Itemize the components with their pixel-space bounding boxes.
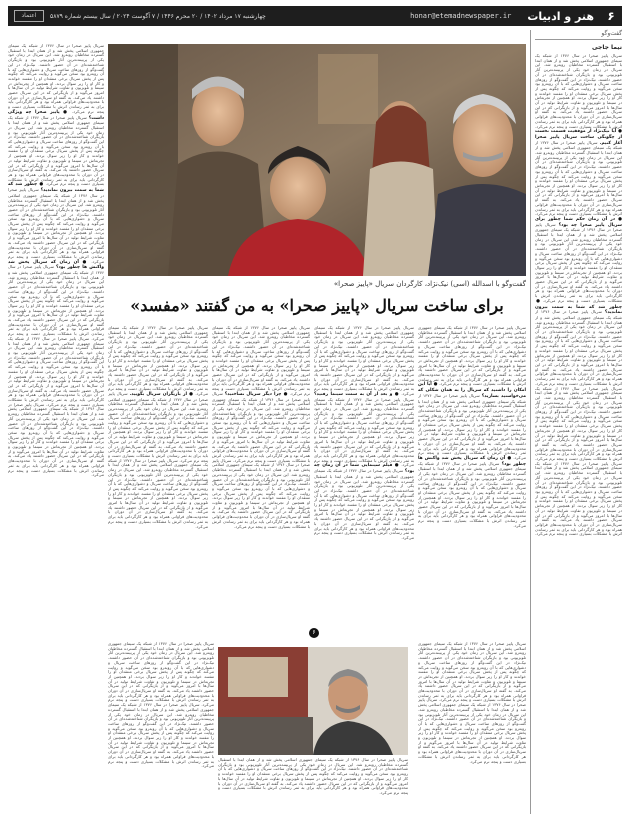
article-column-3: سریال پاییز صحرا در سال ۱۳۷۶ از شبکه یک سیمای جمهوری اسلامی پخش شد و از همان ابتدا با استقبال گسترده مخاطبان روبه‌رو شد. این سریال در زمان خود یکی از پربیننده‌ترین آثار تلویزیونی بود و بازیگران شناخته‌شده‌ای در آن حضور داشتند. نیک‌نژاد در این گفت‌وگو از روزهای ساخت سریال و دشواری‌هایی که با آن روبه‌رو بود سخن می‌گوید و روایت می‌کند که چگونه پس از پخش سریال برخی منتقدان او را مفسد خواندند و کار او را زیر سوال بردند. او همچنین از تجربه‌اش در سینما و تلویزیون و تفاوت شرایط تولید در آن سال‌ها با امروز می‌گوید و از بازیگرانی که در این سریال حضور داشتند یاد می‌کند. به گفته او سریال‌سازی در آن دوران با محدودیت‌های فراوانی همراه بود و هر کارگردانی باید برای به ثمر رساندن اثرش با مشکلات بسیاری دست و پنجه نرم می‌کرد. ● چرا دیگر سریال نساختید؟ سریال پاییز صحرا در سال ۱۳۷۶ از شبکه یک سیمای جمهوری اسلامی پخش شد و از همان ابتدا با استقبال گسترده مخاطبان روبه‌رو شد. این سریال در زمان خود یکی از پربیننده‌ترین آثار تلویزیونی بود و بازیگران شناخته‌شده‌ای در آن حضور داشتند. نیک‌نژاد در این گفت‌وگو از روزهای ساخت سریال و دشواری‌هایی که با آن روبه‌رو بود سخن می‌گوید و روایت می‌کند که چگونه پس از پخش سریال برخی منتقدان او را مفسد خواندند و کار او را زیر سوال بردند. او همچنین از تجربه‌اش در سینما و تلویزیون و تفاوت شرایط تولید در آن سال‌ها با امروز می‌گوید و از بازیگرانی که در این سریال حضور داشتند یاد می‌کند. به گفته او سریال‌سازی در آن دوران با محدودیت‌های فراوانی همراه بود و هر کارگردانی باید برای به ثمر رساندن اثرش با مشکلات بسیاری دست و پنجه نرم می‌کرد. سریال پاییز صحرا در سال ۱۳۷۶ از شبکه یک سیمای جمهوری اسلامی پخش شد و از همان ابتدا با استقبال گسترده مخاطبان روبه‌رو شد. این سریال در زمان خود یکی از پربیننده‌ترین آثار تلویزیونی بود و بازیگران شناخته‌شده‌ای در آن حضور داشتند. نیک‌نژاد در این گفت‌وگو از روزهای ساخت سریال و دشواری‌هایی که با آن روبه‌رو بود سخن می‌گوید و روایت می‌کند که چگونه پس از پخش سریال برخی منتقدان او را مفسد خواندند و کار او را زیر سوال بردند. او همچنین از تجربه‌اش در سینما و تلویزیون و تفاوت شرایط تولید در آن سال‌ها با امروز می‌گوید و از بازیگرانی که در این سریال حضور داشتند یاد می‌کند. به گفته او سریال‌سازی در آن دوران با محدودیت‌های فراوانی همراه بود و هر کارگردانی باید برای به ثمر رساندن اثرش با مشکلات بسیاری دست و پنجه نرم می‌کرد. bbox=[212, 326, 310, 529]
lower-column-1: سریال پاییز صحرا در سال ۱۳۷۶ از شبکه یک سیمای جمهوری اسلامی پخش شد و از همان ابتدا با استقبال گسترده مخاطبان روبه‌رو شد. این سریال در زمان خود یکی از پربیننده‌ترین آثار تلویزیونی بود و بازیگران شناخته‌شده‌ای در آن حضور داشتند. نیک‌نژاد در این گفت‌وگو از روزهای ساخت سریال و دشواری‌هایی که با آن روبه‌رو بود سخن می‌گوید و روایت می‌کند که چگونه پس از پخش سریال برخی منتقدان او را مفسد خواندند و کار او را زیر سوال بردند. او همچنین از تجربه‌اش در سینما و تلویزیون و تفاوت شرایط تولید در آن سال‌ها با امروز می‌گوید و از بازیگرانی که در این سریال حضور داشتند یاد می‌کند. به گفته او سریال‌سازی در آن دوران با محدودیت‌های فراوانی همراه بود و هر کارگردانی باید برای به ثمر رساندن اثرش با مشکلات بسیاری دست و پنجه نرم می‌کرد. سریال پاییز صحرا در سال ۱۳۷۶ از شبکه یک سیمای جمهوری اسلامی پخش شد و از همان ابتدا با استقبال گسترده مخاطبان روبه‌رو شد. این سریال در زمان خود یکی از پربیننده‌ترین آثار تلویزیونی بود و بازیگران شناخته‌شده‌ای در آن حضور داشتند. نیک‌نژاد در این گفت‌وگو از روزهای ساخت سریال و دشواری‌هایی که با آن روبه‌رو بود سخن می‌گوید و روایت می‌کند که چگونه پس از پخش سریال برخی منتقدان او را مفسد خواندند و کار او را زیر سوال بردند. او همچنین از تجربه‌اش در سینما و تلویزیون و تفاوت شرایط تولید در آن سال‌ها با امروز می‌گوید و از بازیگرانی که در این سریال حضور داشتند یاد می‌کند. به گفته او سریال‌سازی در آن دوران با محدودیت‌های فراوانی همراه بود و هر کارگردانی باید برای به ثمر رساندن اثرش با مشکلات بسیاری دست و پنجه نرم می‌کرد. bbox=[418, 642, 526, 764]
section-title: هنر و ادبیات bbox=[527, 9, 594, 23]
article-column-1: سریال پاییز صحرا در سال ۱۳۷۶ از شبکه یک سیمای جمهوری اسلامی پخش شد و از همان ابتدا با استقبال گسترده مخاطبان روبه‌رو شد. این سریال در زمان خود یکی از پربیننده‌ترین آثار تلویزیونی بود و بازیگران شناخته‌شده‌ای در آن حضور داشتند. نیک‌نژاد در این گفت‌وگو از روزهای ساخت سریال و دشواری‌هایی که با آن روبه‌رو بود سخن می‌گوید و روایت می‌کند که چگونه پس از پخش سریال برخی منتقدان او را مفسد خواندند و کار او را زیر سوال بردند. او همچنین از تجربه‌اش در سینما و تلویزیون و تفاوت شرایط تولید در آن سال‌ها با امروز می‌گوید و از بازیگرانی که در این سریال حضور داشتند یاد می‌کند. به گفته او سریال‌سازی در آن دوران با محدودیت‌های فراوانی همراه بود و هر کارگردانی باید برای به ثمر رساندن اثرش با مشکلات بسیاری دست و پنجه نرم می‌کرد. ● آیا این امکان را داشتید که سریال را به همان شکلی که می‌خواستید بسازید؟ سریال پاییز صحرا در سال ۱۳۷۶ از شبکه یک سیمای جمهوری اسلامی پخش شد و از همان ابتدا با استقبال گسترده مخاطبان روبه‌رو شد. این سریال در زمان خود یکی از پربیننده‌ترین آثار تلویزیونی بود و بازیگران شناخته‌شده‌ای در آن حضور داشتند. نیک‌نژاد در این گفت‌وگو از روزهای ساخت سریال و دشواری‌هایی که با آن روبه‌رو بود سخن می‌گوید و روایت می‌کند که چگونه پس از پخش سریال برخی منتقدان او را مفسد خواندند و کار او را زیر سوال بردند. او همچنین از تجربه‌اش در سینما و تلویزیون و تفاوت شرایط تولید در آن سال‌ها با امروز می‌گوید و از بازیگرانی که در این سریال حضور داشتند یاد می‌کند. به گفته او سریال‌سازی در آن دوران با محدودیت‌های فراوانی همراه بود و هر کارگردانی باید برای به ثمر رساندن اثرش با مشکلات بسیاری دست و پنجه نرم می‌کرد. ● آن زمان که سریال پخش شد واکنش ها چطور بود؟ سریال پاییز صحرا در سال ۱۳۷۶ از شبکه یک سیمای جمهوری اسلامی پخش شد و از همان ابتدا با استقبال گسترده مخاطبان روبه‌رو شد. این سریال در زمان خود یکی از پربیننده‌ترین آثار تلویزیونی بود و بازیگران شناخته‌شده‌ای در آن حضور داشتند. نیک‌نژاد در این گفت‌وگو از روزهای ساخت سریال و دشواری‌هایی که با آن روبه‌رو بود سخن می‌گوید و روایت می‌کند که چگونه پس از پخش سریال برخی منتقدان او را مفسد خواندند و کار او را زیر سوال بردند. او همچنین از تجربه‌اش در سینما و تلویزیون و تفاوت شرایط تولید در آن سال‌ها با امروز می‌گوید و از بازیگرانی که در این سریال حضور داشتند یاد می‌کند. به گفته او سریال‌سازی در آن دوران با محدودیت‌های فراوانی همراه بود و هر کارگردانی باید برای به ثمر رساندن اثرش با مشکلات بسیاری دست و پنجه نرم می‌کرد. bbox=[418, 326, 526, 528]
photo-kicker: گفت‌وگو با اسدالله (اسی) نیک‌نژاد، کارگردان سریال «پاییز صحرا» bbox=[333, 280, 526, 288]
author-byline: نیما جاجی bbox=[591, 44, 622, 51]
rail-body-text: سریال پاییز صحرا در سال ۱۳۷۶ از شبکه یک سیمای جمهوری اسلامی پخش شد و از همان ابتدا با استقبال گسترده مخاطبان روبه‌رو شد. این سریال در زمان خود یکی از پربیننده‌ترین آثار تلویزیونی بود و بازیگران شناخته‌شده‌ای در آن حضور داشتند. نیک‌نژاد در این گفت‌وگو از روزهای ساخت سریال و دشواری‌هایی که با آن روبه‌رو بود سخن می‌گوید و روایت می‌کند که چگونه پس از پخش سریال برخی منتقدان او را مفسد خواندند و کار او را زیر سوال بردند. او همچنین از تجربه‌اش در سینما و تلویزیون و تفاوت شرایط تولید در آن سال‌ها با امروز می‌گوید و از بازیگرانی که در این سریال حضور داشتند یاد می‌کند. به گفته او سریال‌سازی در آن دوران با محدودیت‌های فراوانی همراه بود و هر کارگردانی باید برای به ثمر رساندن اثرش با مشکلات بسیاری دست و پنجه نرم می‌کرد. ● آیا نیک‌نژاد از موفقیت قسمت نخست از چگونگی ساخت سریال پاییز صحرا آغاز کنیم. سریال پاییز صحرا در سال ۱۳۷۶ از شبکه یک سیمای جمهوری اسلامی پخش شد و از همان ابتدا با استقبال گسترده مخاطبان روبه‌رو شد. این سریال در زمان خود یکی از پربیننده‌ترین آثار تلویزیونی بود و بازیگران شناخته‌شده‌ای در آن حضور داشتند. نیک‌نژاد در این گفت‌وگو از روزهای ساخت سریال و دشواری‌هایی که با آن روبه‌رو بود سخن می‌گوید و روایت می‌کند که چگونه پس از پخش سریال برخی منتقدان او را مفسد خواندند و کار او را زیر سوال بردند. او همچنین از تجربه‌اش در سینما و تلویزیون و تفاوت شرایط تولید در آن سال‌ها با امروز می‌گوید و از بازیگرانی که در این سریال حضور داشتند یاد می‌کند. به گفته او سریال‌سازی در آن دوران با محدودیت‌های فراوانی همراه بود و هر کارگردانی باید برای به ثمر رساندن اثرش با مشکلات بسیاری دست و پنجه نرم می‌کرد. ● در آن زمان حکم شما چطور برای سریال پاییز صحرا چه بود؟ سریال پاییز صحرا در سال ۱۳۷۶ از شبکه یک سیمای جمهوری اسلامی پخش شد و از همان ابتدا با استقبال گسترده مخاطبان روبه‌رو شد. این سریال در زمان خود یکی از پربیننده‌ترین آثار تلویزیونی بود و بازیگران شناخته‌شده‌ای در آن حضور داشتند. نیک‌نژاد در این گفت‌وگو از روزهای ساخت سریال و دشواری‌هایی که با آن روبه‌رو بود سخن می‌گوید و روایت می‌کند که چگونه پس از پخش سریال برخی منتقدان او را مفسد خواندند و کار او را زیر سوال بردند. او همچنین از تجربه‌اش در سینما و تلویزیون و تفاوت شرایط تولید در آن سال‌ها با امروز می‌گوید و از بازیگرانی که در این سریال حضور داشتند یاد می‌کند. به گفته او سریال‌سازی در آن دوران با محدودیت‌های فراوانی همراه بود و هر کارگردانی باید برای به ثمر رساندن اثرش با مشکلات بسیاری دست و پنجه نرم می‌کرد. ● چطور شد که شما به سمت بیرون نماندید؟ سریال پاییز صحرا در سال ۱۳۷۶ از شبکه یک سیمای جمهوری اسلامی پخش شد و از همان ابتدا با استقبال گسترده مخاطبان روبه‌رو شد. این سریال در زمان خود یکی از پربیننده‌ترین آثار تلویزیونی بود و بازیگران شناخته‌شده‌ای در آن حضور داشتند. نیک‌نژاد در این گفت‌وگو از روزهای ساخت سریال و دشواری‌هایی که با آن روبه‌رو بود سخن می‌گوید و روایت می‌کند که چگونه پس از پخش سریال برخی منتقدان او را مفسد خواندند و کار او را زیر سوال بردند. او همچنین از تجربه‌اش در سینما و تلویزیون و تفاوت شرایط تولید در آن سال‌ها با امروز می‌گوید و از بازیگرانی که در این سریال حضور داشتند یاد می‌کند. به گفته او سریال‌سازی در آن دوران با محدودیت‌های فراوانی همراه بود و هر کارگردانی باید برای به ثمر رساندن اثرش با مشکلات بسیاری دست و پنجه نرم می‌کرد. سریال پاییز صحرا در سال ۱۳۷۶ از شبکه یک سیمای جمهوری اسلامی پخش شد و از همان ابتدا با استقبال گسترده مخاطبان روبه‌رو شد. این سریال در زمان خود یکی از پربیننده‌ترین آثار تلویزیونی بود و بازیگران شناخته‌شده‌ای در آن حضور داشتند. نیک‌نژاد در این گفت‌وگو از روزهای ساخت سریال و دشواری‌هایی که با آن روبه‌رو بود سخن می‌گوید و روایت می‌کند که چگونه پس از پخش سریال برخی منتقدان او را مفسد خواندند و کار او را زیر سوال بردند. او همچنین از تجربه‌اش در سینما و تلویزیون و تفاوت شرایط تولید در آن سال‌ها با امروز می‌گوید و از بازیگرانی که در این سریال حضور داشتند یاد می‌کند. به گفته او سریال‌سازی در آن دوران با محدودیت‌های فراوانی همراه بود و هر کارگردانی باید برای به ثمر رساندن اثرش با مشکلات بسیاری دست و پنجه نرم می‌کرد. سریال پاییز صحرا در سال ۱۳۷۶ از شبکه یک سیمای جمهوری اسلامی پخش شد و از همان ابتدا با استقبال گسترده مخاطبان روبه‌رو شد. این سریال در زمان خود یکی از پربیننده‌ترین آثار تلویزیونی بود و بازیگران شناخته‌شده‌ای در آن حضور داشتند. نیک‌نژاد در این گفت‌وگو از روزهای ساخت سریال و دشواری‌هایی که با آن روبه‌رو بود سخن می‌گوید و روایت می‌کند که چگونه پس از پخش سریال برخی منتقدان او را مفسد خواندند و کار او را زیر سوال بردند. او همچنین از تجربه‌اش در سینما و تلویزیون و تفاوت شرایط تولید در آن سال‌ها با امروز می‌گوید و از بازیگرانی که در این سریال حضور داشتند یاد می‌کند. به گفته او سریال‌سازی در آن دوران با محدودیت‌های فراوانی همراه بود و هر کارگردانی باید برای به ثمر رساندن اثرش با مشکلات بسیاری دست و پنجه نرم می‌کرد. bbox=[535, 54, 622, 537]
right-rail-column bbox=[530, 30, 622, 814]
rubric-divider bbox=[535, 39, 622, 40]
lower-column-4: سریال پاییز صحرا در سال ۱۳۷۶ از شبکه یک سیمای جمهوری اسلامی پخش شد و از همان ابتدا با استقبال گسترده مخاطبان روبه‌رو شد. این سریال در زمان خود یکی از پربیننده‌ترین آثار تلویزیونی بود و بازیگران شناخته‌شده‌ای در آن حضور داشتند. نیک‌نژاد در این گفت‌وگو از روزهای ساخت سریال و دشواری‌هایی که با آن روبه‌رو بود سخن می‌گوید و روایت می‌کند که چگونه پس از پخش سریال برخی منتقدان او را مفسد خواندند و کار او را زیر سوال بردند. او همچنین از تجربه‌اش در سینما و تلویزیون و تفاوت شرایط تولید در آن سال‌ها با امروز می‌گوید و از بازیگرانی که در این سریال حضور داشتند یاد می‌کند. به گفته او سریال‌سازی در آن دوران با محدودیت‌های فراوانی همراه بود و هر کارگردانی باید برای به ثمر رساندن اثرش با مشکلات بسیاری دست و پنجه نرم می‌کرد. سریال پاییز صحرا در سال ۱۳۷۶ از شبکه یک سیمای جمهوری اسلامی پخش شد و از همان ابتدا با استقبال گسترده مخاطبان روبه‌رو شد. این سریال در زمان خود یکی از پربیننده‌ترین آثار تلویزیونی بود و بازیگران شناخته‌شده‌ای در آن حضور داشتند. نیک‌نژاد در این گفت‌وگو از روزهای ساخت سریال و دشواری‌هایی که با آن روبه‌رو بود سخن می‌گوید و روایت می‌کند که چگونه پس از پخش سریال برخی منتقدان او را مفسد خواندند و کار او را زیر سوال بردند. او همچنین از تجربه‌اش در سینما و تلویزیون و تفاوت شرایط تولید در آن سال‌ها با امروز می‌گوید و از بازیگرانی که در این سریال حضور داشتند یاد می‌کند. به گفته او سریال‌سازی در آن دوران با محدودیت‌های فراوانی همراه بود و هر کارگردانی باید برای به ثمر رساندن اثرش با مشکلات بسیاری دست و پنجه نرم می‌کرد. bbox=[108, 642, 214, 769]
article-headline: برای ساخت سریال «پاییز صحرا» به من گفتند «مفسد» bbox=[130, 296, 504, 315]
article-column-2: سریال پاییز صحرا در سال ۱۳۷۶ از شبکه یک سیمای جمهوری اسلامی پخش شد و از همان ابتدا با استقبال گسترده مخاطبان روبه‌رو شد. این سریال در زمان خود یکی از پربیننده‌ترین آثار تلویزیونی بود و بازیگران شناخته‌شده‌ای در آن حضور داشتند. نیک‌نژاد در این گفت‌وگو از روزهای ساخت سریال و دشواری‌هایی که با آن روبه‌رو بود سخن می‌گوید و روایت می‌کند که چگونه پس از پخش سریال برخی منتقدان او را مفسد خواندند و کار او را زیر سوال بردند. او همچنین از تجربه‌اش در سینما و تلویزیون و تفاوت شرایط تولید در آن سال‌ها با امروز می‌گوید و از بازیگرانی که در این سریال حضور داشتند یاد می‌کند. به گفته او سریال‌سازی در آن دوران با محدودیت‌های فراوانی همراه بود و هر کارگردانی باید برای به ثمر رساندن اثرش با مشکلات بسیاری دست و پنجه نرم می‌کرد. ● و بعد از آن به سمت سینما رفتید؟ سریال پاییز صحرا در سال ۱۳۷۶ از شبکه یک سیمای جمهوری اسلامی پخش شد و از همان ابتدا با استقبال گسترده مخاطبان روبه‌رو شد. این سریال در زمان خود یکی از پربیننده‌ترین آثار تلویزیونی بود و بازیگران شناخته‌شده‌ای در آن حضور داشتند. نیک‌نژاد در این گفت‌وگو از روزهای ساخت سریال و دشواری‌هایی که با آن روبه‌رو بود سخن می‌گوید و روایت می‌کند که چگونه پس از پخش سریال برخی منتقدان او را مفسد خواندند و کار او را زیر سوال بردند. او همچنین از تجربه‌اش در سینما و تلویزیون و تفاوت شرایط تولید در آن سال‌ها با امروز می‌گوید و از بازیگرانی که در این سریال حضور داشتند یاد می‌کند. به گفته او سریال‌سازی در آن دوران با محدودیت‌های فراوانی همراه بود و هر کارگردانی باید برای به ثمر رساندن اثرش با مشکلات بسیاری دست و پنجه نرم می‌کرد. ● فیلم سینمایی شما در آن زمان چه بود؟ سریال پاییز صحرا در سال ۱۳۷۶ از شبکه یک سیمای جمهوری اسلامی پخش شد و از همان ابتدا با استقبال گسترده مخاطبان روبه‌رو شد. این سریال در زمان خود یکی از پربیننده‌ترین آثار تلویزیونی بود و بازیگران شناخته‌شده‌ای در آن حضور داشتند. نیک‌نژاد در این گفت‌وگو از روزهای ساخت سریال و دشواری‌هایی که با آن روبه‌رو بود سخن می‌گوید و روایت می‌کند که چگونه پس از پخش سریال برخی منتقدان او را مفسد خواندند و کار او را زیر سوال بردند. او همچنین از تجربه‌اش در سینما و تلویزیون و تفاوت شرایط تولید در آن سال‌ها با امروز می‌گوید و از بازیگرانی که در این سریال حضور داشتند یاد می‌کند. به گفته او سریال‌سازی در آن دوران با محدودیت‌های فراوانی همراه بود و هر کارگردانی باید برای به ثمر رساندن اثرش با مشکلات بسیاری دست و پنجه نرم می‌کرد. bbox=[314, 326, 414, 540]
article-column-left: سریال پاییز صحرا در سال ۱۳۷۶ از شبکه یک سیمای جمهوری اسلامی پخش شد و از همان ابتدا با استقبال گسترده مخاطبان روبه‌رو شد. این سریال در زمان خود یکی از پربیننده‌ترین آثار تلویزیونی بود و بازیگران شناخته‌شده‌ای در آن حضور داشتند. نیک‌نژاد در این گفت‌وگو از روزهای ساخت سریال و دشواری‌هایی که با آن روبه‌رو بود سخن می‌گوید و روایت می‌کند که چگونه پس از پخش سریال برخی منتقدان او را مفسد خواندند و کار او را زیر سوال بردند. او همچنین از تجربه‌اش در سینما و تلویزیون و تفاوت شرایط تولید در آن سال‌ها با امروز می‌گوید و از بازیگرانی که در این سریال حضور داشتند یاد می‌کند. به گفته او سریال‌سازی در آن دوران با محدودیت‌های فراوانی همراه بود و هر کارگردانی باید برای به ثمر رساندن اثرش با مشکلات بسیاری دست و پنجه نرم می‌کرد. ● پاییز صحرا چه ویژگی داشت؟ سریال پاییز صحرا در سال ۱۳۷۶ از شبکه یک سیمای جمهوری اسلامی پخش شد و از همان ابتدا با استقبال گسترده مخاطبان روبه‌رو شد. این سریال در زمان خود یکی از پربیننده‌ترین آثار تلویزیونی بود و بازیگران شناخته‌شده‌ای در آن حضور داشتند. نیک‌نژاد در این گفت‌وگو از روزهای ساخت سریال و دشواری‌هایی که با آن روبه‌رو بود سخن می‌گوید و روایت می‌کند که چگونه پس از پخش سریال برخی منتقدان او را مفسد خواندند و کار او را زیر سوال بردند. او همچنین از تجربه‌اش در سینما و تلویزیون و تفاوت شرایط تولید در آن سال‌ها با امروز می‌گوید و از بازیگرانی که در این سریال حضور داشتند یاد می‌کند. به گفته او سریال‌سازی در آن دوران با محدودیت‌های فراوانی همراه بود و هر کارگردانی باید برای به ثمر رساندن اثرش با مشکلات بسیاری دست و پنجه نرم می‌کرد. ● چطور شد که شما به سمت بیرون نماندید؟ سریال پاییز صحرا در سال ۱۳۷۶ از شبکه یک سیمای جمهوری اسلامی پخش شد و از همان ابتدا با استقبال گسترده مخاطبان روبه‌رو شد. این سریال در زمان خود یکی از پربیننده‌ترین آثار تلویزیونی بود و بازیگران شناخته‌شده‌ای در آن حضور داشتند. نیک‌نژاد در این گفت‌وگو از روزهای ساخت سریال و دشواری‌هایی که با آن روبه‌رو بود سخن می‌گوید و روایت می‌کند که چگونه پس از پخش سریال برخی منتقدان او را مفسد خواندند و کار او را زیر سوال بردند. او همچنین از تجربه‌اش در سینما و تلویزیون و تفاوت شرایط تولید در آن سال‌ها با امروز می‌گوید و از بازیگرانی که در این سریال حضور داشتند یاد می‌کند. به گفته او سریال‌سازی در آن دوران با محدودیت‌های فراوانی همراه بود و هر کارگردانی باید برای به ثمر رساندن اثرش با مشکلات بسیاری دست و پنجه نرم می‌کرد. ● آن زمان که سریال پخش شد واکنش ها چطور بود؟ سریال پاییز صحرا در سال ۱۳۷۶ از شبکه یک سیمای جمهوری اسلامی پخش شد و از همان ابتدا با استقبال گسترده مخاطبان روبه‌رو شد. این سریال در زمان خود یکی از پربیننده‌ترین آثار تلویزیونی بود و بازیگران شناخته‌شده‌ای در آن حضور داشتند. نیک‌نژاد در این گفت‌وگو از روزهای ساخت سریال و دشواری‌هایی که با آن روبه‌رو بود سخن می‌گوید و روایت می‌کند که چگونه پس از پخش سریال برخی منتقدان او را مفسد خواندند و کار او را زیر سوال بردند. او همچنین از تجربه‌اش در سینما و تلویزیون و تفاوت شرایط تولید در آن سال‌ها با امروز می‌گوید و از بازیگرانی که در این سریال حضور داشتند یاد می‌کند. به گفته او سریال‌سازی در آن دوران با محدودیت‌های فراوانی همراه بود و هر کارگردانی باید برای به ثمر رساندن اثرش با مشکلات بسیاری دست و پنجه نرم می‌کرد. سریال پاییز صحرا در سال ۱۳۷۶ از شبکه یک سیمای جمهوری اسلامی پخش شد و از همان ابتدا با استقبال گسترده مخاطبان روبه‌رو شد. این سریال در زمان خود یکی از پربیننده‌ترین آثار تلویزیونی بود و بازیگران شناخته‌شده‌ای در آن حضور داشتند. نیک‌نژاد در این گفت‌وگو از روزهای ساخت سریال و دشواری‌هایی که با آن روبه‌رو بود سخن می‌گوید و روایت می‌کند که چگونه پس از پخش سریال برخی منتقدان او را مفسد خواندند و کار او را زیر سوال بردند. او همچنین از تجربه‌اش در سینما و تلویزیون و تفاوت شرایط تولید در آن سال‌ها با امروز می‌گوید و از بازیگرانی که در این سریال حضور داشتند یاد می‌کند. به گفته او سریال‌سازی در آن دوران با محدودیت‌های فراوانی همراه بود و هر کارگردانی باید برای به ثمر رساندن اثرش با مشکلات بسیاری دست و پنجه نرم می‌کرد. سریال پاییز صحرا در سال ۱۳۷۶ از شبکه یک سیمای جمهوری اسلامی پخش شد و از همان ابتدا با استقبال گسترده مخاطبان روبه‌رو شد. این سریال در زمان خود یکی از پربیننده‌ترین آثار تلویزیونی بود و بازیگران شناخته‌شده‌ای در آن حضور داشتند. نیک‌نژاد در این گفت‌وگو از روزهای ساخت سریال و دشواری‌هایی که با آن روبه‌رو بود سخن می‌گوید و روایت می‌کند که چگونه پس از پخش سریال برخی منتقدان او را مفسد خواندند و کار او را زیر سوال بردند. او همچنین از تجربه‌اش در سینما و تلویزیون و تفاوت شرایط تولید در آن سال‌ها با امروز می‌گوید و از بازیگرانی که در این سریال حضور داشتند یاد می‌کند. به گفته او سریال‌سازی در آن دوران با محدودیت‌های فراوانی همراه بود و هر کارگردانی باید برای به ثمر رساندن اثرش با مشکلات بسیاری دست و پنجه نرم می‌کرد. bbox=[8, 44, 104, 478]
article-photo-tv-still bbox=[108, 44, 526, 276]
page-number: ۶ bbox=[607, 9, 615, 23]
rubric-tag: گفت‌وگو bbox=[601, 30, 622, 37]
dateline: چهارشنبه ۱۷ مرداد ۱۴۰۲ / ۲۰ محرم ۱۴۴۶ / ۷ آگوست ۲۰۲۴ / سال بیستم شماره ۵۸۷۹ bbox=[50, 12, 266, 20]
page-header bbox=[8, 6, 622, 26]
lower-column-3: سریال پاییز صحرا در سال ۱۳۷۶ از شبکه یک سیمای جمهوری اسلامی پخش شد و از همان ابتدا با استقبال گسترده مخاطبان روبه‌رو شد. این سریال در زمان خود یکی از پربیننده‌ترین آثار تلویزیونی بود و بازیگران شناخته‌شده‌ای در آن حضور داشتند. نیک‌نژاد در این گفت‌وگو از روزهای ساخت سریال و دشواری‌هایی که با آن روبه‌رو بود سخن می‌گوید و روایت می‌کند که چگونه پس از پخش سریال برخی منتقدان او را مفسد خواندند و کار او را زیر سوال بردند. او همچنین از تجربه‌اش در سینما و تلویزیون و تفاوت شرایط تولید در آن سال‌ها با امروز می‌گوید و از بازیگرانی که در این سریال حضور داشتند یاد می‌کند. به گفته او سریال‌سازی در آن دوران با محدودیت‌های فراوانی همراه بود و هر کارگردانی باید برای به ثمر رساندن اثرش با مشکلات بسیاری دست و پنجه نرم می‌کرد. bbox=[218, 758, 408, 795]
page-marker-dot: ۶ bbox=[309, 628, 319, 638]
article-photo-director-portrait bbox=[218, 647, 408, 755]
section-email[interactable]: honar@etemadnewspaper.ir bbox=[410, 12, 512, 20]
article-column-4: سریال پاییز صحرا در سال ۱۳۷۶ از شبکه یک سیمای جمهوری اسلامی پخش شد و از همان ابتدا با استقبال گسترده مخاطبان روبه‌رو شد. این سریال در زمان خود یکی از پربیننده‌ترین آثار تلویزیونی بود و بازیگران شناخته‌شده‌ای در آن حضور داشتند. نیک‌نژاد در این گفت‌وگو از روزهای ساخت سریال و دشواری‌هایی که با آن روبه‌رو بود سخن می‌گوید و روایت می‌کند که چگونه پس از پخش سریال برخی منتقدان او را مفسد خواندند و کار او را زیر سوال بردند. او همچنین از تجربه‌اش در سینما و تلویزیون و تفاوت شرایط تولید در آن سال‌ها با امروز می‌گوید و از بازیگرانی که در این سریال حضور داشتند یاد می‌کند. به گفته او سریال‌سازی در آن دوران با محدودیت‌های فراوانی همراه بود و هر کارگردانی باید برای به ثمر رساندن اثرش با مشکلات بسیاری دست و پنجه نرم می‌کرد. ● از بازیگران سریال بگویید. سریال پاییز صحرا در سال ۱۳۷۶ از شبکه یک سیمای جمهوری اسلامی پخش شد و از همان ابتدا با استقبال گسترده مخاطبان روبه‌رو شد. این سریال در زمان خود یکی از پربیننده‌ترین آثار تلویزیونی بود و بازیگران شناخته‌شده‌ای در آن حضور داشتند. نیک‌نژاد در این گفت‌وگو از روزهای ساخت سریال و دشواری‌هایی که با آن روبه‌رو بود سخن می‌گوید و روایت می‌کند که چگونه پس از پخش سریال برخی منتقدان او را مفسد خواندند و کار او را زیر سوال بردند. او همچنین از تجربه‌اش در سینما و تلویزیون و تفاوت شرایط تولید در آن سال‌ها با امروز می‌گوید و از بازیگرانی که در این سریال حضور داشتند یاد می‌کند. به گفته او سریال‌سازی در آن دوران با محدودیت‌های فراوانی همراه بود و هر کارگردانی باید برای به ثمر رساندن اثرش با مشکلات بسیاری دست و پنجه نرم می‌کرد. سریال پاییز صحرا در سال ۱۳۷۶ از شبکه یک سیمای جمهوری اسلامی پخش شد و از همان ابتدا با استقبال گسترده مخاطبان روبه‌رو شد. این سریال در زمان خود یکی از پربیننده‌ترین آثار تلویزیونی بود و بازیگران شناخته‌شده‌ای در آن حضور داشتند. نیک‌نژاد در این گفت‌وگو از روزهای ساخت سریال و دشواری‌هایی که با آن روبه‌رو بود سخن می‌گوید و روایت می‌کند که چگونه پس از پخش سریال برخی منتقدان او را مفسد خواندند و کار او را زیر سوال بردند. او همچنین از تجربه‌اش در سینما و تلویزیون و تفاوت شرایط تولید در آن سال‌ها با امروز می‌گوید و از بازیگرانی که در این سریال حضور داشتند یاد می‌کند. به گفته او سریال‌سازی در آن دوران با محدودیت‌های فراوانی همراه بود و هر کارگردانی باید برای به ثمر رساندن اثرش با مشکلات بسیاری دست و پنجه نرم می‌کرد. bbox=[108, 326, 208, 529]
newspaper-logo: اعتماد bbox=[14, 10, 44, 22]
